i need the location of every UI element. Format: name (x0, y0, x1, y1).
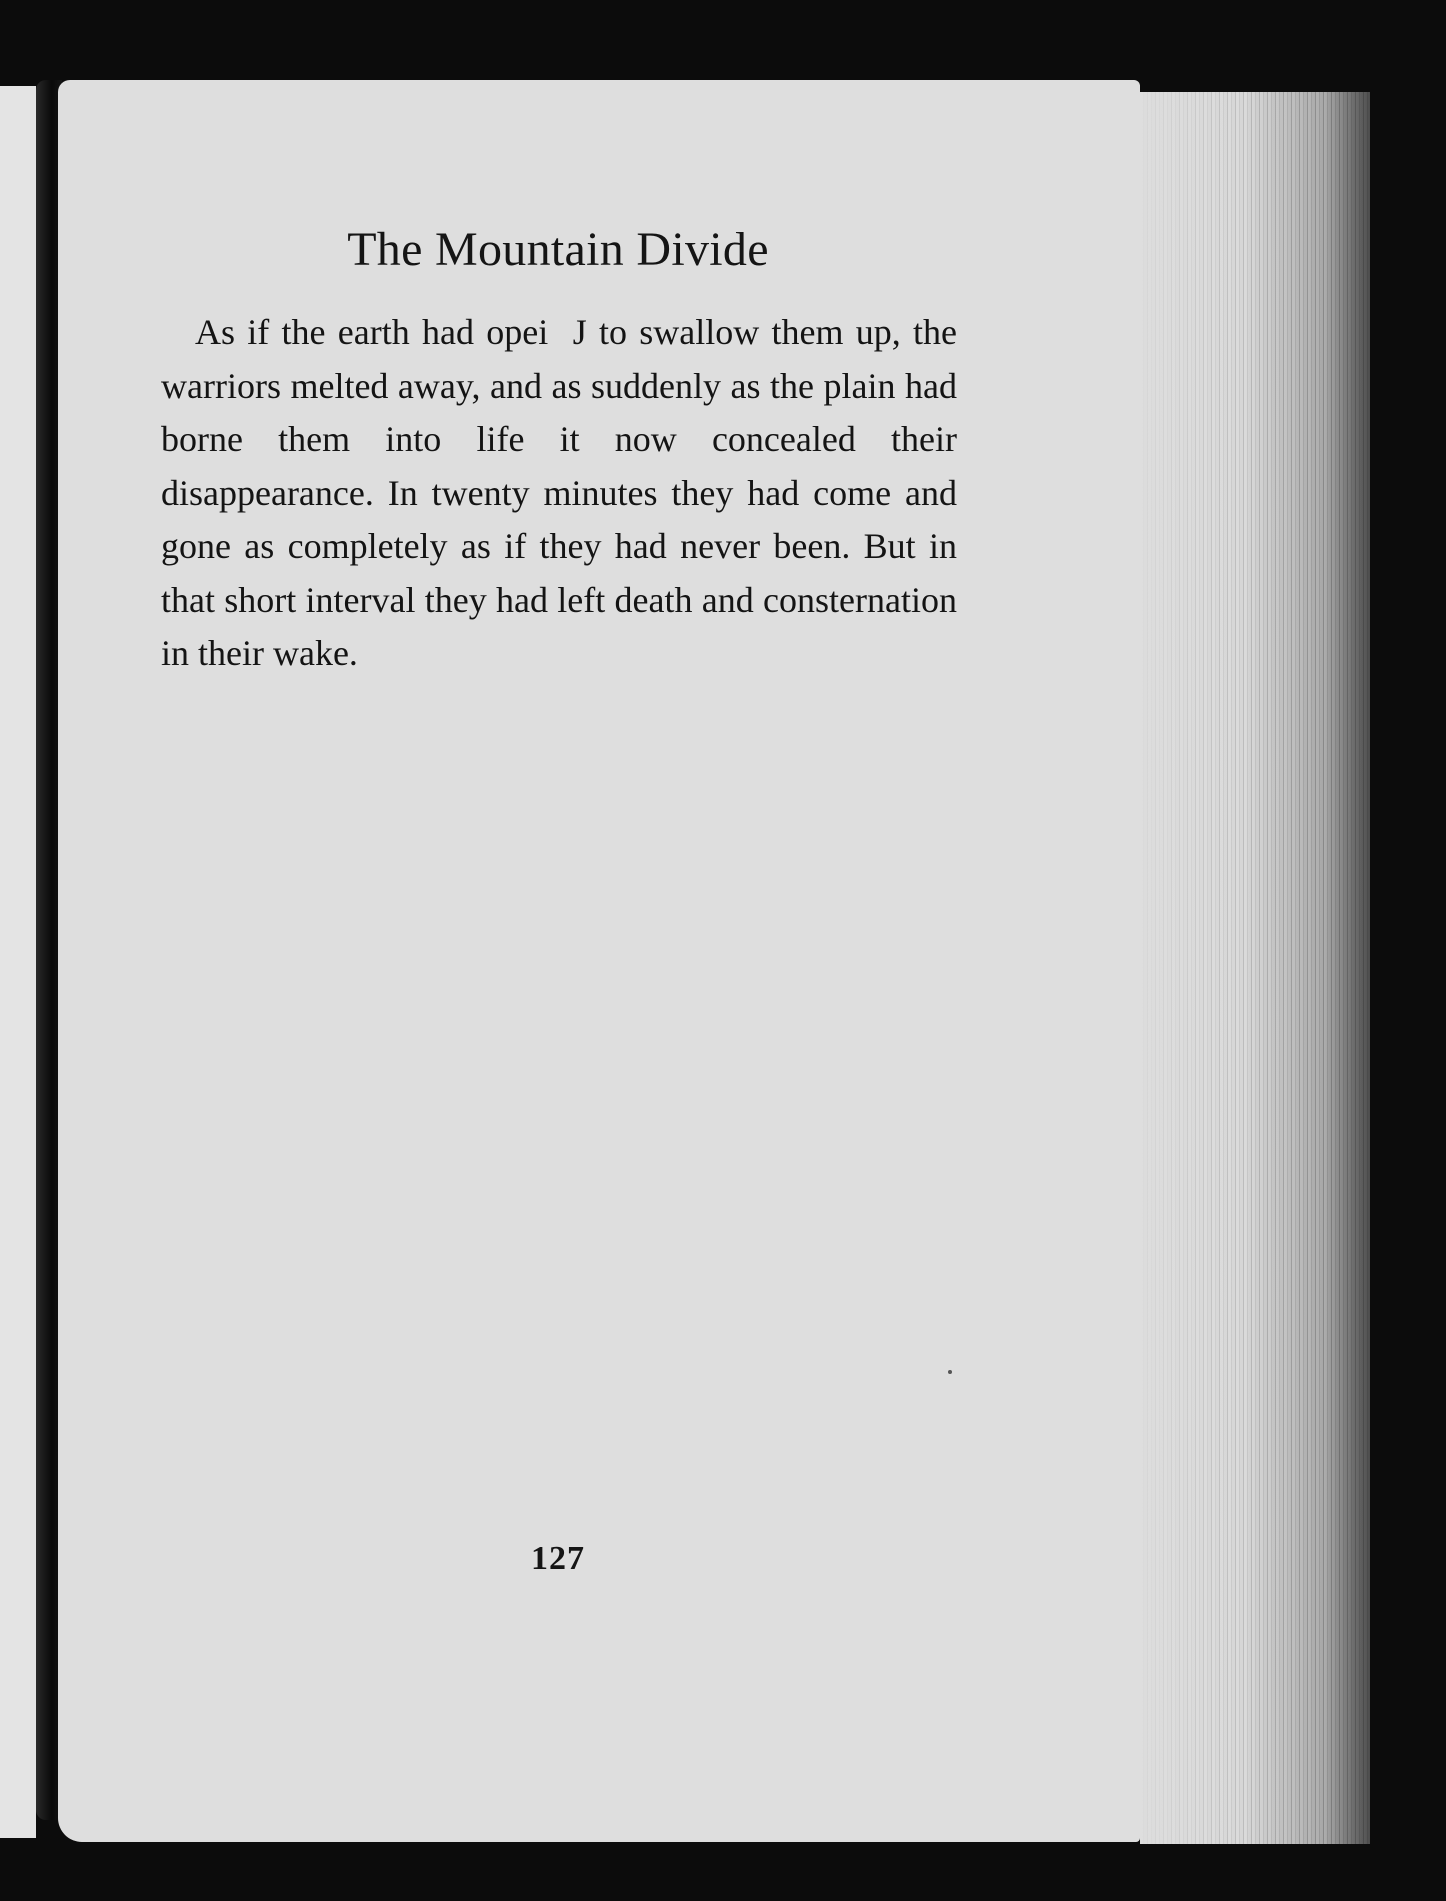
paper-speck (948, 1370, 952, 1374)
page-edges-shade (1140, 92, 1370, 1844)
page-number: 127 (531, 1540, 585, 1577)
left-page-sliver (0, 86, 36, 1838)
body-paragraph: As if the earth had opei J to swallow them up, the warriors melted away, and as suddenly as the plain had borne them into life it now concealed their disappearance. In twenty minutes they had come and gone as completely as if they had never been. But in that short interval they had left death and consternation in their wake. (161, 312, 957, 673)
running-head: The Mountain Divide (347, 223, 769, 276)
